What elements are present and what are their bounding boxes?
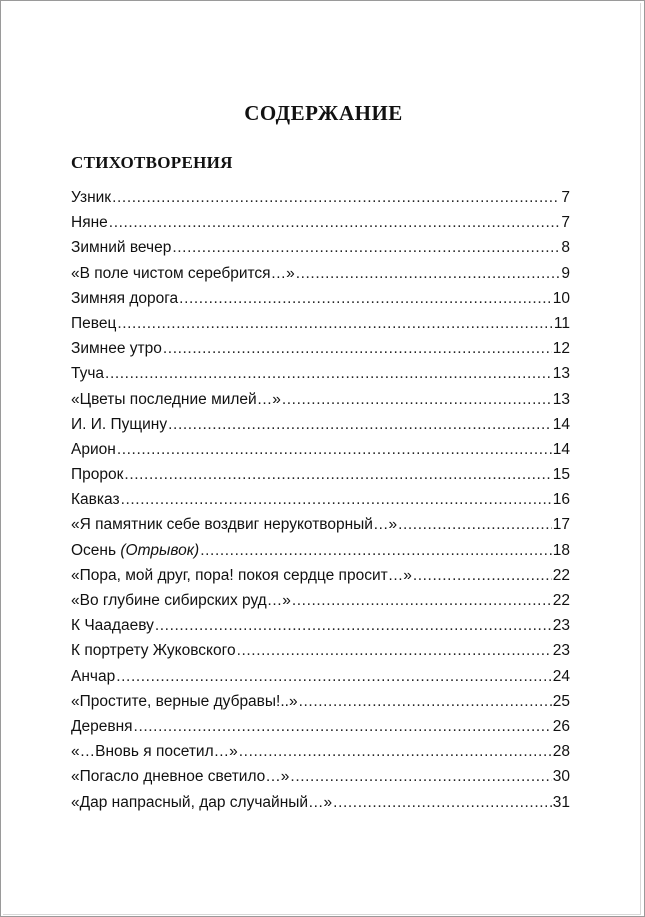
toc-entry [71, 613, 570, 638]
toc-entry-page: 28 [552, 743, 570, 761]
toc-entry-title: Туча [71, 365, 105, 383]
toc-entry-page: 23 [552, 617, 570, 635]
toc-entry-title: «Дар напрасный, дар случайный…» [71, 793, 333, 811]
leader-dots [117, 311, 553, 336]
toc-entry [71, 235, 570, 260]
toc-entry-title: Деревня [71, 717, 133, 735]
toc-entry-title: «В поле чистом серебрится…» [71, 264, 295, 282]
toc-entry-title: «Простите, верные дубравы!..» [71, 692, 298, 710]
leader-dots [292, 588, 552, 613]
toc-entry-page: 23 [552, 642, 570, 660]
leader-dots [237, 638, 552, 663]
toc-entry-page: 9 [561, 264, 570, 282]
toc-entry-title: «…Вновь я посетил…» [71, 743, 238, 761]
leader-dots [413, 563, 552, 588]
leader-dots [168, 412, 552, 437]
leader-dots [155, 613, 552, 638]
leader-dots [121, 487, 552, 512]
toc-entry [71, 286, 570, 311]
toc-entry [71, 487, 570, 512]
leader-dots [105, 361, 552, 386]
toc-entry [71, 764, 570, 789]
leader-dots [116, 664, 552, 689]
toc-entry-title: Анчар [71, 667, 116, 685]
toc-entry-title: Певец [71, 314, 117, 332]
section-title: СТИХОТВОРЕНИЯ [71, 153, 233, 172]
leader-dots [179, 286, 552, 311]
leader-dots [290, 764, 551, 789]
leader-dots [282, 387, 552, 412]
toc-entry-subtitle: (Отрывок) [120, 541, 200, 559]
toc-entry-page: 26 [552, 717, 570, 735]
toc-entry-title: Зимняя дорога [71, 289, 179, 307]
leader-dots [134, 714, 552, 739]
toc-entry [71, 689, 570, 714]
toc-entry-title: Арион [71, 440, 116, 458]
toc-entry [71, 437, 570, 462]
leader-dots [112, 185, 560, 210]
toc-entry-title: Зимнее утро [71, 340, 162, 358]
toc-entry-page: 31 [552, 793, 570, 811]
toc-entry-title: И. И. Пущину [71, 415, 168, 433]
leader-dots [296, 261, 561, 286]
toc-entry [71, 588, 570, 613]
leader-dots [239, 739, 552, 764]
toc-entry-title: Зимний вечер [71, 239, 172, 257]
toc-entry-page: 8 [561, 239, 570, 257]
toc-entry [71, 462, 570, 487]
leader-dots [200, 538, 552, 563]
toc-entry [71, 563, 570, 588]
toc-entry [71, 185, 570, 210]
toc-entry [71, 512, 570, 537]
toc-entry [71, 638, 570, 663]
toc-entry-page: 14 [552, 415, 570, 433]
toc-entry [71, 336, 570, 361]
toc-entry-title: Узник [71, 189, 112, 206]
leader-dots [117, 437, 552, 462]
toc-entry [71, 790, 570, 815]
toc-entry [71, 210, 570, 235]
toc-entry-page: 17 [552, 516, 570, 534]
toc-entry-title: К портрету Жуковского [71, 642, 236, 660]
leader-dots [109, 210, 561, 235]
toc-entry [71, 664, 570, 689]
toc-entry-page: 22 [552, 592, 570, 609]
toc-entry [71, 361, 570, 386]
toc-entry-title: Кавказ [71, 491, 120, 509]
toc-entry [71, 739, 570, 764]
toc-entry [71, 311, 570, 336]
leader-dots [163, 336, 552, 361]
toc-entry-title: «Пора, мой друг, пора! покоя сердце просит…» [71, 566, 412, 584]
toc-entry [71, 412, 570, 437]
toc-entry-title: Пророк [71, 466, 124, 484]
toc-entry-page: 16 [552, 491, 570, 509]
toc-entry-page: 11 [553, 314, 570, 332]
toc-entry-title: «Цветы последние милей…» [71, 390, 281, 408]
toc-entry-title: Няне [71, 214, 108, 232]
leader-dots [398, 512, 552, 537]
leader-dots [172, 235, 560, 260]
toc-entry-page: 10 [552, 289, 570, 307]
toc-entry-page: 15 [552, 466, 570, 484]
page-title: СОДЕРЖАНИЕ [244, 101, 403, 125]
toc-entry-page: 22 [552, 566, 570, 584]
toc-entry [71, 261, 570, 286]
toc-entry-page: 7 [561, 189, 570, 206]
toc-entry-page: 12 [552, 340, 570, 358]
toc-entry-title: «Погасло дневное светило…» [71, 768, 290, 786]
toc-entry-page: 7 [561, 214, 570, 232]
leader-dots [333, 790, 552, 815]
table-of-contents [71, 185, 570, 815]
toc-entry-page: 13 [552, 390, 570, 408]
toc-entry-title: «Я памятник себе воздвиг нерукотворный…» [71, 516, 398, 534]
toc-entry-title: Осень (Отрывок) [71, 541, 200, 559]
toc-entry-page: 18 [552, 541, 570, 559]
toc-entry-title: «Во глубине сибирских руд…» [71, 592, 291, 609]
leader-dots [124, 462, 551, 487]
toc-entry-page: 24 [552, 667, 570, 685]
leader-dots [299, 689, 552, 714]
toc-entry-page: 25 [552, 692, 570, 710]
toc-entry-title: К Чаадаеву [71, 617, 154, 635]
toc-entry-page: 14 [552, 440, 570, 458]
toc-entry [71, 538, 570, 563]
toc-entry [71, 387, 570, 412]
toc-entry-page: 30 [552, 768, 570, 786]
toc-entry [71, 714, 570, 739]
toc-entry-page: 13 [552, 365, 570, 383]
